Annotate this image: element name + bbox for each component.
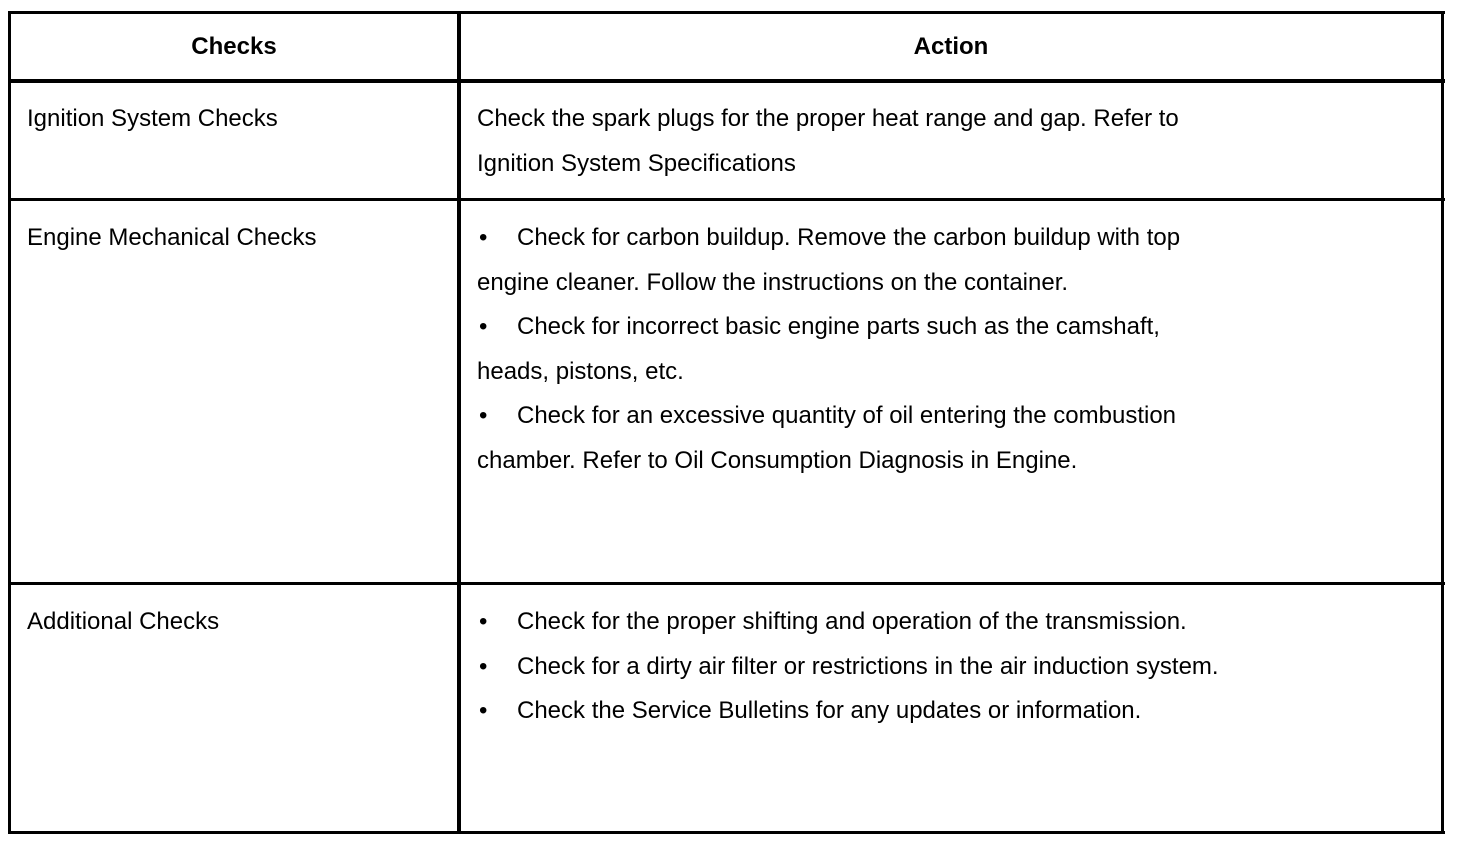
column-divider — [457, 11, 461, 834]
row-1-action-line-2: Ignition System Specifications — [477, 149, 796, 177]
table-border-top — [8, 11, 1445, 14]
row-1-action — [477, 97, 1179, 186]
list-item-continuation: chamber. Refer to Oil Consumption Diagnosis in Engine. — [477, 446, 1078, 474]
table-border-bottom — [8, 831, 1445, 834]
row-2-check: Engine Mechanical Checks — [27, 224, 317, 251]
row-3-action — [477, 600, 1219, 734]
bullet-icon: • — [479, 652, 488, 680]
row-2-action — [477, 216, 1180, 483]
bullet-icon: • — [479, 697, 488, 724]
bullet-icon: • — [479, 402, 488, 429]
row-1-check: Ignition System Checks — [27, 105, 278, 132]
list-item-continuation: heads, pistons, etc. — [477, 357, 684, 385]
bullet-icon: • — [479, 608, 488, 635]
list-item — [477, 305, 1180, 350]
table-border-left — [8, 11, 11, 834]
bullet-icon: • — [479, 313, 488, 340]
header-action: Action — [913, 33, 989, 60]
list-item — [477, 645, 1219, 690]
row-divider-1 — [8, 198, 1445, 201]
list-item-text: Check for a dirty air filter or restrictions in the air induction system. — [517, 652, 1219, 680]
list-item — [477, 600, 1219, 645]
list-item-text: Check for the proper shifting and operation of the transmission. — [517, 608, 1187, 635]
table-border-right — [1441, 11, 1444, 834]
list-item-text: Check the Service Bulletins for any updates or information. — [517, 697, 1142, 724]
list-item-text: Check for an excessive quantity of oil entering the combustion — [517, 402, 1177, 429]
row-divider-2 — [8, 582, 1445, 585]
row-3-check: Additional Checks — [27, 608, 220, 635]
list-item-text: Check for carbon buildup. Remove the carbon buildup with top — [517, 224, 1181, 251]
header-checks: Checks — [191, 33, 277, 60]
row-1-action-line-1: Check the spark plugs for the proper heat range and gap. Refer to — [477, 105, 1179, 132]
list-item-continuation: engine cleaner. Follow the instructions on the container. — [477, 268, 1069, 296]
list-item — [477, 689, 1219, 734]
list-item — [477, 394, 1180, 439]
header-divider — [8, 79, 1445, 83]
bullet-icon: • — [479, 224, 488, 251]
list-item — [477, 216, 1180, 261]
list-item-text: Check for incorrect basic engine parts such as the camshaft, — [517, 313, 1160, 340]
